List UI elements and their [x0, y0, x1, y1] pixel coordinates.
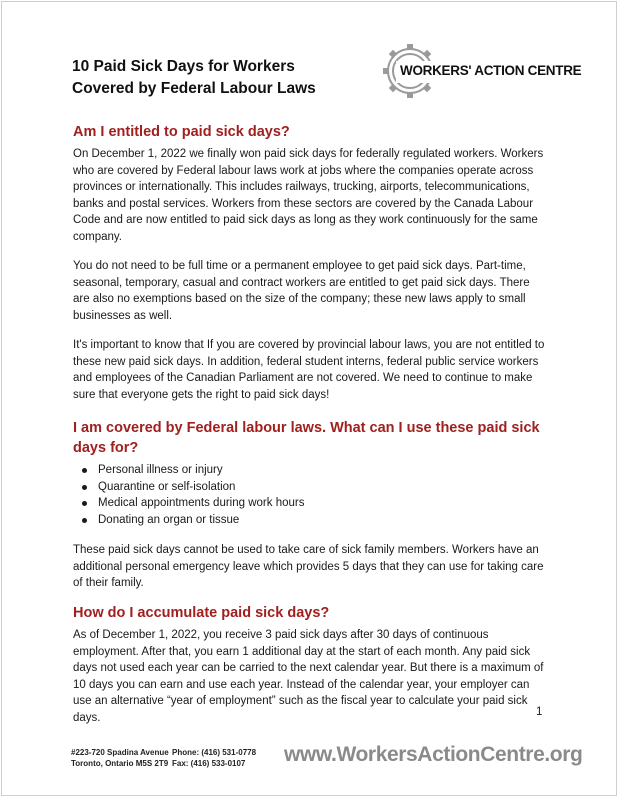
uses-list	[73, 462, 548, 528]
footer-contact	[172, 747, 256, 769]
paragraph-provincial-exclusion: It's important to know that If you are covered by provincial labour laws, you are not entitled to these new paid sick days. In addition, federal student interns, federal public service workers and employees of the Canadian Parliament are not covered. We need to continue to make sure that everyone gets the right to paid sick days!	[73, 339, 545, 401]
section-heading-accumulation: How do I accumulate paid sick days?	[73, 605, 330, 621]
footer-address	[71, 747, 169, 769]
page-number: 1	[536, 706, 543, 718]
fax-number: Fax: (416) 533-0107	[172, 759, 246, 768]
section-heading-entitlement: Am I entitled to paid sick days?	[73, 124, 290, 140]
paragraph-employment-types: You do not need to be full time or a permanent employee to get paid sick days. Part-time, seasonal, temporary, casual and contract workers are entitled to get paid sick days. There are also no exemptions based on the size of the company; these new laws apply to small businesses as well.	[73, 260, 530, 322]
bullet-icon	[82, 518, 87, 523]
list-item: Donating an organ or tissue	[73, 512, 548, 529]
paragraph-family-leave: These paid sick days cannot be used to take care of sick family members. Workers have an additional personal emergency leave which provides 5 days that they can use for taking care of their family.	[73, 544, 544, 590]
address-line-1: #223-720 Spadina Avenue	[71, 748, 169, 757]
list-item: Quarantine or self-isolation	[73, 479, 548, 496]
list-item: Medical appointments during work hours	[73, 495, 548, 512]
website-link[interactable]: www.WorkersActionCentre.org	[284, 743, 583, 766]
bullet-icon	[82, 485, 87, 490]
list-item: Personal illness or injury	[73, 462, 548, 479]
section-heading-uses: I am covered by Federal labour laws. What can I use these paid sick days for?	[73, 420, 540, 456]
title-line-2: Covered by Federal Labour Laws	[72, 80, 316, 97]
paragraph-federal-workers: On December 1, 2022 we finally won paid sick days for federally regulated workers. Workers who are covered by Federal labour laws work at jobs where the companies operate across provinces or internationally. This includes railways, trucking, airports, telecommunications, banks and postal services. Workers from these sectors are covered by the Canada Labour Code and are now entitled to paid sick days as long as they work continuously for the same company.	[73, 148, 544, 243]
paragraph-accumulation: As of December 1, 2022, you receive 3 paid sick days after 30 days of continuous employment. After that, you earn 1 additional day at the start of each month. Any paid sick days not used each year can be carried to the next calendar year. But there is a maximum of 10 days you can earn and use each year. Instead of the calendar year, your employer can use an alternative “year of employment” such as the fiscal year to calculate your paid sick days.	[73, 629, 544, 724]
bullet-icon	[82, 468, 87, 473]
document-title	[72, 56, 372, 100]
address-line-2: Toronto, Ontario M5S 2T9	[71, 759, 169, 768]
bullet-icon	[82, 501, 87, 506]
phone-number: Phone: (416) 531-0778	[172, 748, 257, 757]
title-line-1: 10 Paid Sick Days for Workers	[72, 58, 295, 75]
logo-text: WORKERS' ACTION CENTRE	[400, 63, 582, 78]
workers-action-centre-logo	[382, 43, 582, 99]
